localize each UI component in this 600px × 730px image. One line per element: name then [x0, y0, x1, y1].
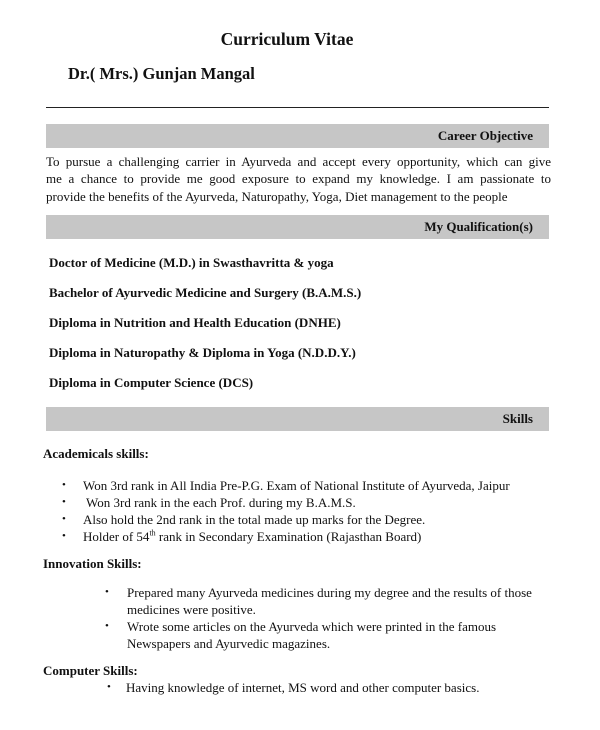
document-title: Curriculum Vitae — [220, 29, 354, 49]
qualification-item: Diploma in Naturopathy & Diploma in Yoga (N.D.D.Y.) — [49, 345, 356, 360]
skills-heading: Skills — [46, 407, 549, 431]
bullet-icon: • — [107, 681, 111, 693]
list-item — [62, 511, 553, 528]
academic-skill-text — [83, 529, 421, 544]
computer-skills-label: Computer Skills: — [43, 663, 138, 678]
candidate-name: Dr.( Mrs.) Gunjan Mangal — [68, 64, 255, 83]
academic-skill-text: Won 3rd rank in All India Pre-P.G. Exam of National Institute of Ayurveda, Jaipur — [83, 478, 510, 493]
bullet-icon: • — [62, 479, 66, 491]
academic-skills-list — [62, 477, 553, 545]
qualification-item: Diploma in Computer Science (DCS) — [49, 375, 254, 390]
bullet-icon: • — [62, 513, 66, 525]
list-item — [62, 477, 553, 494]
academic-skill-text-part: rank in Secondary Examination (Rajasthan Board) — [155, 529, 422, 544]
qualification-item: Bachelor of Ayurvedic Medicine and Surgery (B.A.M.S.) — [49, 285, 362, 300]
bullet-icon: • — [105, 586, 109, 598]
qualifications-heading: My Qualification(s) — [46, 215, 549, 239]
innovation-skill-text: Prepared many Ayurveda medicines during my degree and the results of those — [127, 585, 532, 600]
bullet-icon: • — [105, 620, 109, 632]
list-item — [62, 494, 553, 511]
bullet-icon: • — [62, 496, 66, 508]
computer-skills-list — [107, 679, 556, 696]
innovation-skills-list — [105, 584, 557, 652]
objective-line: To pursue a challenging carrier in Ayurveda and accept every opportunity, which can give — [46, 154, 551, 169]
academic-skill-text: Won 3rd rank in the each Prof. during my B.A.M.S. — [83, 495, 356, 510]
list-item — [107, 679, 556, 696]
list-item — [105, 584, 557, 618]
academic-skill-text: Also hold the 2nd rank in the total made up marks for the Degree. — [83, 512, 426, 527]
academic-skill-text-part: Holder of 54 — [83, 529, 150, 544]
qualification-item: Doctor of Medicine (M.D.) in Swasthavritta & yoga — [49, 255, 334, 270]
innovation-skills-label: Innovation Skills: — [43, 556, 142, 571]
innovation-skill-text: Wrote some articles on the Ayurveda which were printed in the famous — [127, 619, 497, 634]
career-objective-heading: Career Objective — [46, 124, 549, 148]
objective-line: me a chance to provide me good exposure to expand my knowledge. I am passionate to — [46, 171, 551, 187]
objective-line: provide the benefits of the Ayurveda, Naturopathy, Yoga, Diet management to the people — [46, 188, 508, 204]
academic-skills-label: Academicals skills: — [43, 446, 149, 461]
innovation-skill-text: Newspapers and Ayurvedic magazines. — [127, 636, 331, 651]
computer-skill-text: Having knowledge of internet, MS word and other computer basics. — [126, 680, 480, 695]
ordinal-suffix: th — [149, 528, 156, 538]
list-item — [105, 618, 557, 652]
qualification-item: Diploma in Nutrition and Health Education (DNHE) — [49, 315, 341, 330]
innovation-skill-text: medicines were positive. — [127, 602, 256, 617]
header-divider — [46, 107, 549, 108]
career-objective-text — [46, 153, 551, 205]
list-item — [62, 528, 553, 545]
bullet-icon: • — [62, 530, 66, 542]
